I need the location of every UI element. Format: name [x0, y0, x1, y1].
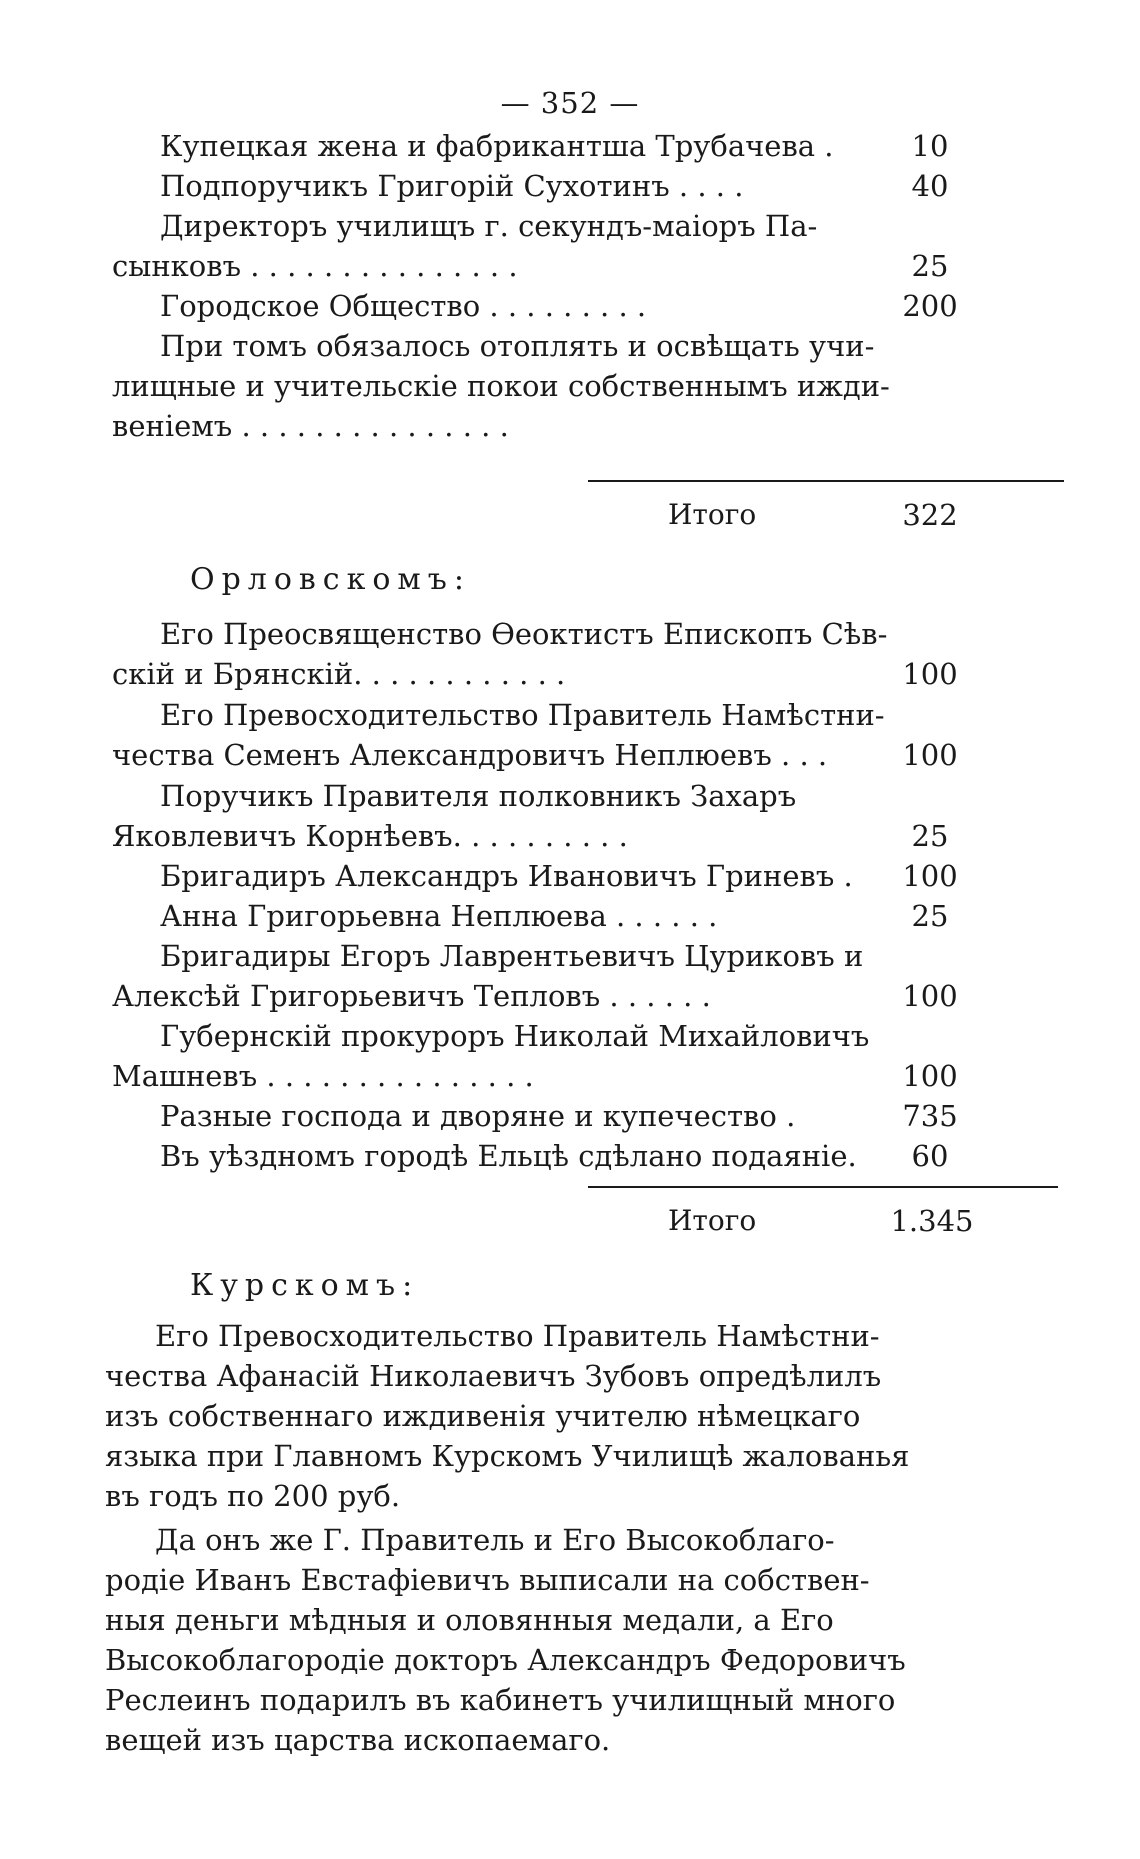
- entry-amount: 100: [902, 738, 958, 772]
- list-item: [0, 1016, 1140, 1096]
- paragraph-line: Высокоблагородіе докторъ Александръ Федоровичъ: [105, 1643, 906, 1677]
- list-item: [0, 614, 1140, 694]
- entry-text: Разные господа и дворяне и купечество .: [160, 1099, 796, 1133]
- entry-text: сынковъ . . . . . . . . . . . . . . .: [112, 249, 518, 283]
- entry-amount: 60: [911, 1139, 949, 1173]
- entry-text: Купецкая жена и фабрикантша Трубачева .: [160, 129, 834, 163]
- page-number: — 352 —: [500, 86, 640, 120]
- list-item: [0, 896, 1140, 936]
- list-item: [0, 286, 1140, 326]
- entry-amount: 100: [902, 1059, 958, 1093]
- paragraph-line: Да онъ же Г. Правитель и Его Высокоблаго-: [155, 1523, 835, 1557]
- entry-text: Его Превосходительство Правитель Намѣстни-: [160, 698, 885, 732]
- entry-text: веніемъ . . . . . . . . . . . . . . .: [112, 409, 509, 443]
- paragraph-line: родіе Иванъ Евстафіевичъ выписали на собствен-: [105, 1563, 870, 1597]
- total-rule: [588, 1186, 1058, 1188]
- entry-amount: 25: [911, 819, 949, 853]
- paragraph: [105, 1520, 906, 1760]
- entry-text: Машневъ . . . . . . . . . . . . . . .: [112, 1059, 534, 1093]
- paragraph-line: языка при Главномъ Курскомъ Училищѣ жалованья: [105, 1439, 910, 1473]
- list-item: [0, 1096, 1140, 1136]
- total-label: Итого: [668, 498, 757, 531]
- entry-amount: 40: [911, 169, 949, 203]
- entry-amount: 100: [902, 979, 958, 1013]
- list-item: [0, 326, 1140, 446]
- paragraph-line: Его Превосходительство Правитель Намѣстни-: [155, 1319, 880, 1353]
- entry-amount: 25: [911, 899, 949, 933]
- paragraph-line: ныя деньги мѣдныя и оловянныя медали, а Его: [105, 1603, 834, 1637]
- list-item: [0, 936, 1140, 1016]
- total-rule: [588, 480, 1064, 482]
- entry-amount: 200: [902, 289, 958, 323]
- entry-text: Директоръ училищъ г. секундъ-маіоръ Па-: [160, 209, 818, 243]
- entry-amount: 735: [902, 1099, 958, 1133]
- entry-text: Поручикъ Правителя полковникъ Захаръ: [160, 779, 797, 813]
- list-item: [0, 166, 1140, 206]
- paragraph: [105, 1316, 910, 1516]
- entry-text: лищные и учительскіе покои собственнымъ ижди-: [112, 369, 890, 403]
- entry-text: Городское Общество . . . . . . . . .: [160, 289, 647, 323]
- entry-text: Бригадиръ Александръ Ивановичъ Гриневъ .: [160, 859, 853, 893]
- entry-text: Алексѣй Григорьевичъ Тепловъ . . . . . .: [112, 979, 711, 1013]
- entry-text: Яковлевичъ Корнѣевъ. . . . . . . . . .: [112, 819, 628, 853]
- list-item: [0, 206, 1140, 286]
- entry-text: Въ уѣздномъ городѣ Ельцѣ сдѣлано подаяніе.: [160, 1139, 857, 1173]
- list-item: [0, 856, 1140, 896]
- entry-text: скій и Брянскій. . . . . . . . . . . .: [112, 657, 566, 691]
- paragraph-line: изъ собственнаго иждивенія учителю нѣмецкаго: [105, 1399, 861, 1433]
- entry-amount: 100: [902, 859, 958, 893]
- paragraph-line: вещей изъ царства ископаемаго.: [105, 1723, 611, 1757]
- entry-text: Бригадиры Егоръ Лаврентьевичъ Цуриковъ и: [160, 939, 864, 973]
- list-item: [0, 695, 1140, 775]
- entry-amount: 100: [902, 657, 958, 691]
- paragraph-line: чества Афанасій Николаевичъ Зубовъ опредѣлилъ: [105, 1359, 882, 1393]
- section-heading: Орловскомъ:: [190, 562, 471, 597]
- entry-text: Его Преосвященство Ѳеоктистъ Епископъ Сѣв-: [160, 617, 888, 651]
- entry-text: чества Семенъ Александровичъ Неплюевъ . . .: [112, 738, 828, 772]
- total-value: 1.345: [890, 1204, 974, 1238]
- entry-text: Анна Григорьевна Неплюева . . . . . .: [160, 899, 718, 933]
- list-item: [0, 1136, 1140, 1176]
- section-heading: Курскомъ:: [190, 1268, 420, 1303]
- paragraph-line: въ годъ по 200 руб.: [105, 1479, 401, 1513]
- list-item: [0, 776, 1140, 856]
- entry-amount: 10: [911, 129, 949, 163]
- paragraph-line: Реслеинъ подарилъ въ кабинетъ училищный много: [105, 1683, 896, 1717]
- list-item: [0, 126, 1140, 166]
- entry-text: Подпоручикъ Григорій Сухотинъ . . . .: [160, 169, 744, 203]
- entry-text: При томъ обязалось отоплять и освѣщать учи-: [160, 329, 875, 363]
- entry-text: Губернскій прокуроръ Николай Михайловичъ: [160, 1019, 870, 1053]
- entry-amount: 25: [911, 249, 949, 283]
- total-value: 322: [902, 498, 958, 532]
- total-label: Итого: [668, 1204, 757, 1237]
